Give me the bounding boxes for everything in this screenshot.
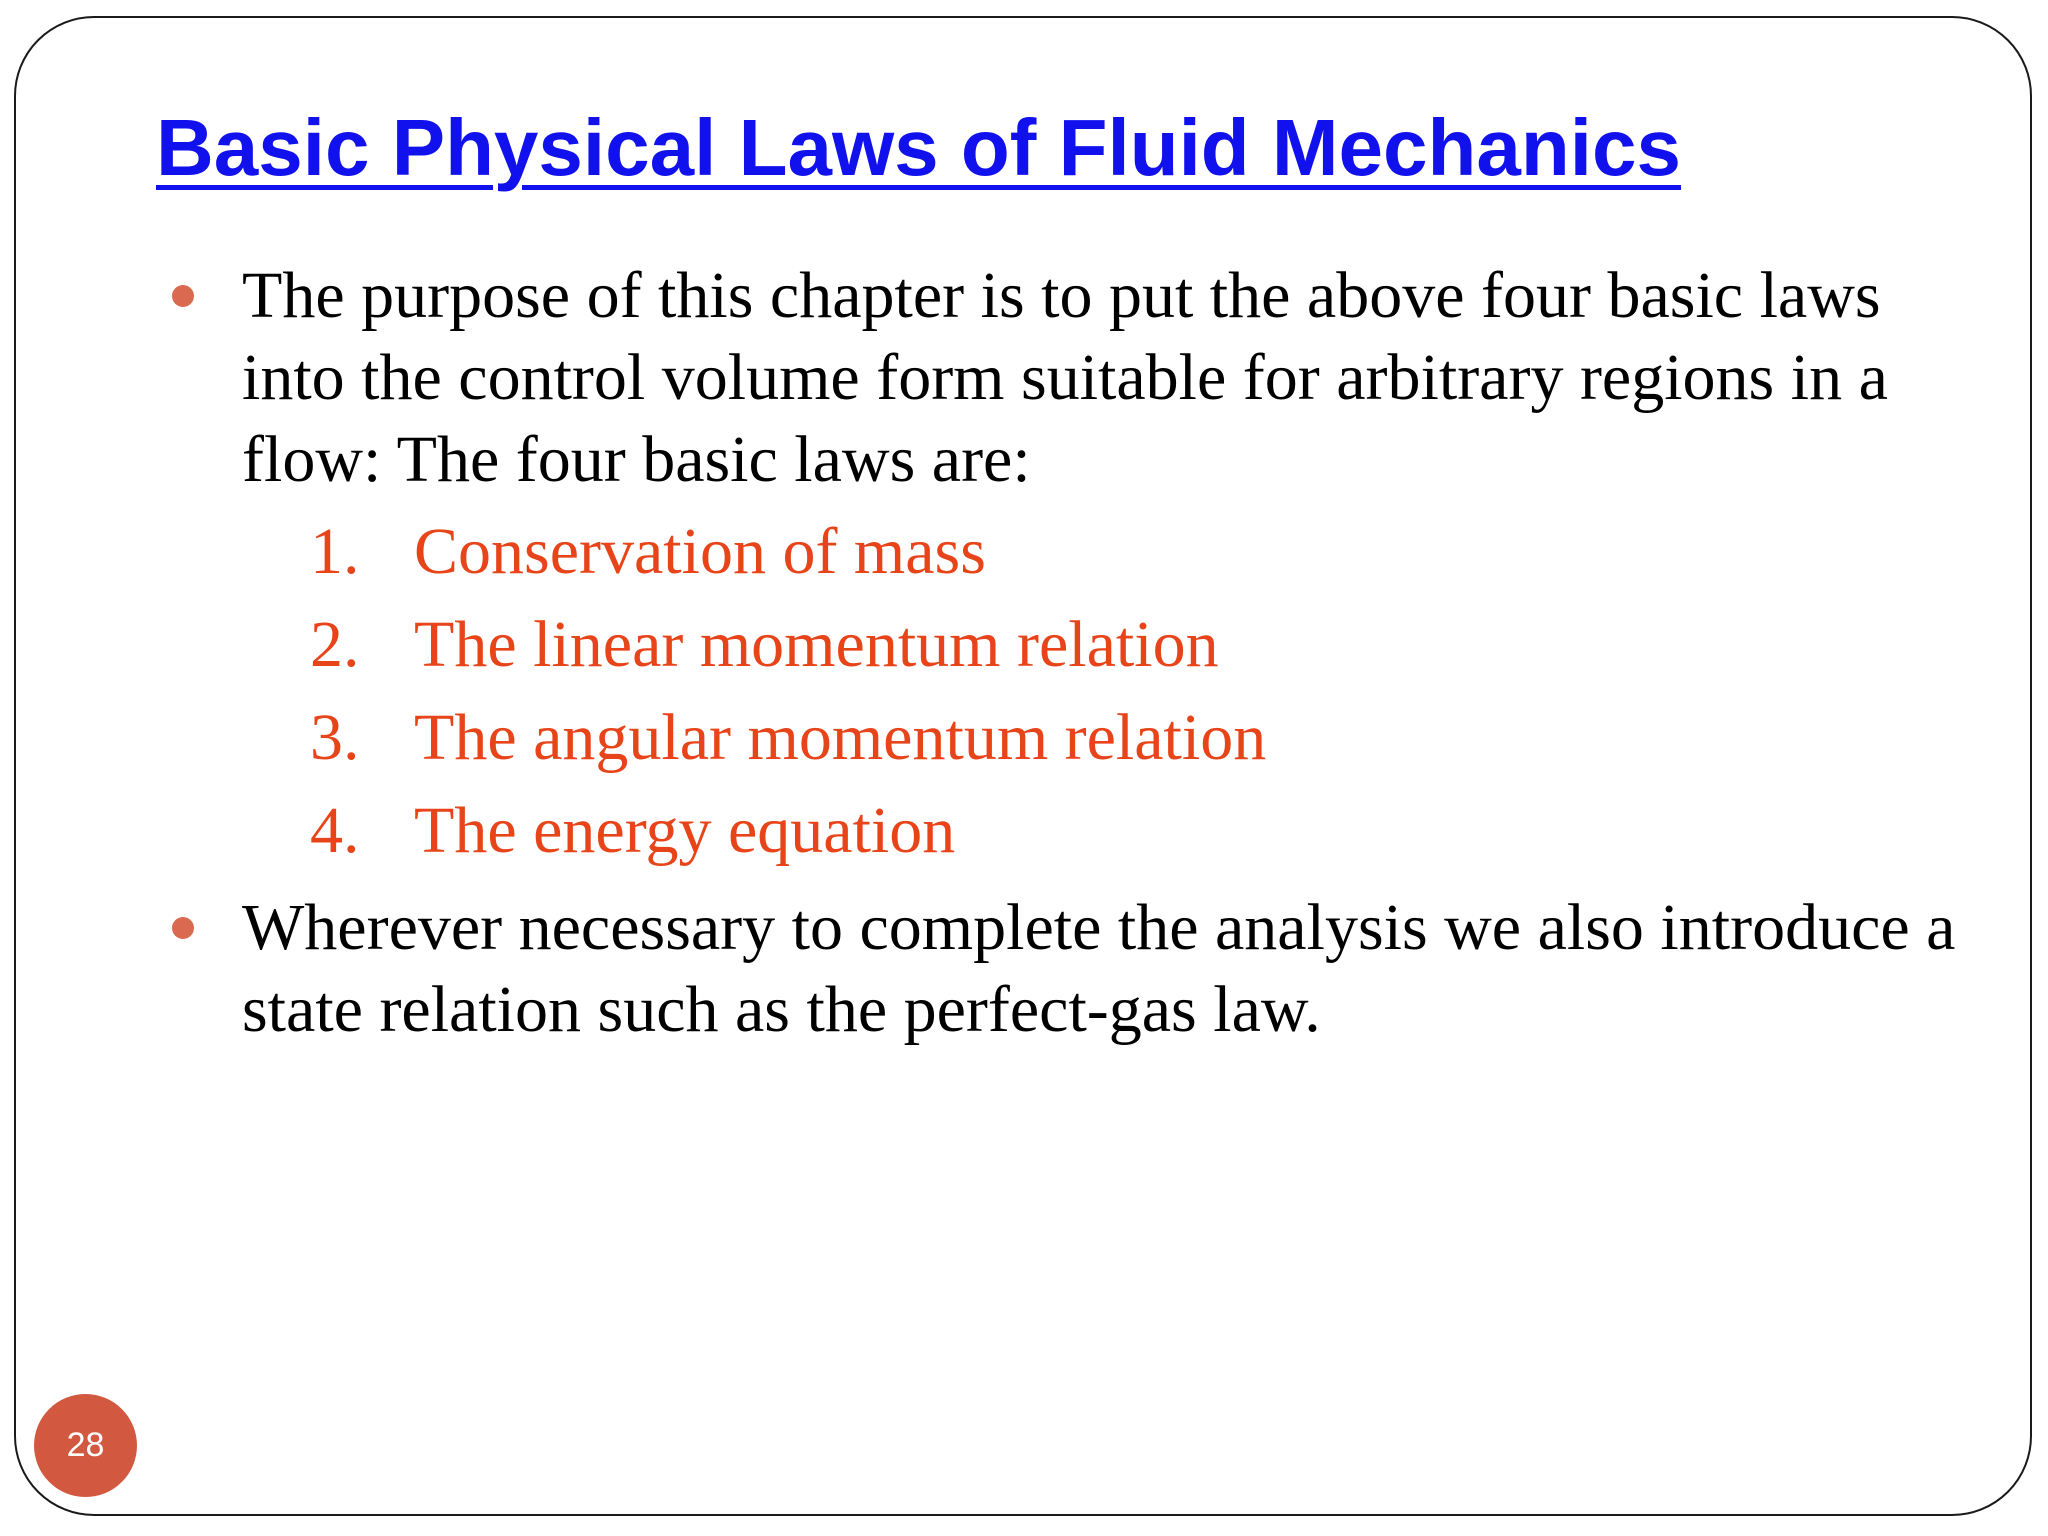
law-item — [156, 691, 1976, 784]
page-number-badge: 28 — [34, 1394, 137, 1497]
law-item — [156, 784, 1976, 877]
law-text: The energy equation — [414, 794, 956, 867]
law-item — [156, 505, 1976, 598]
bullet-text: The purpose of this chapter is to put the above four basic laws into the control volume form suitable for arbitrary regions in a flow: The four basic laws are: — [242, 259, 1888, 496]
law-text: Conservation of mass — [414, 515, 986, 588]
bullet-item — [156, 887, 1976, 1051]
bullet-text: Wherever necessary to complete the analysis we also introduce a state relation such as the perfect-gas law. — [242, 891, 1956, 1046]
bullet-dot-icon — [172, 917, 194, 939]
law-number: 4. — [310, 794, 360, 867]
slide-title: Basic Physical Laws of Fluid Mechanics — [156, 103, 1681, 192]
slide — [14, 16, 2032, 1516]
law-number: 1. — [310, 515, 360, 588]
slide-content — [156, 255, 1976, 1051]
law-number: 3. — [310, 701, 360, 774]
bullet-dot-icon — [172, 285, 194, 307]
law-text: The angular momentum relation — [414, 701, 1267, 774]
law-item — [156, 598, 1976, 691]
law-number: 2. — [310, 608, 360, 681]
bullet-item — [156, 255, 1976, 501]
law-text: The linear momentum relation — [414, 608, 1219, 681]
basic-laws-list — [156, 505, 1976, 877]
